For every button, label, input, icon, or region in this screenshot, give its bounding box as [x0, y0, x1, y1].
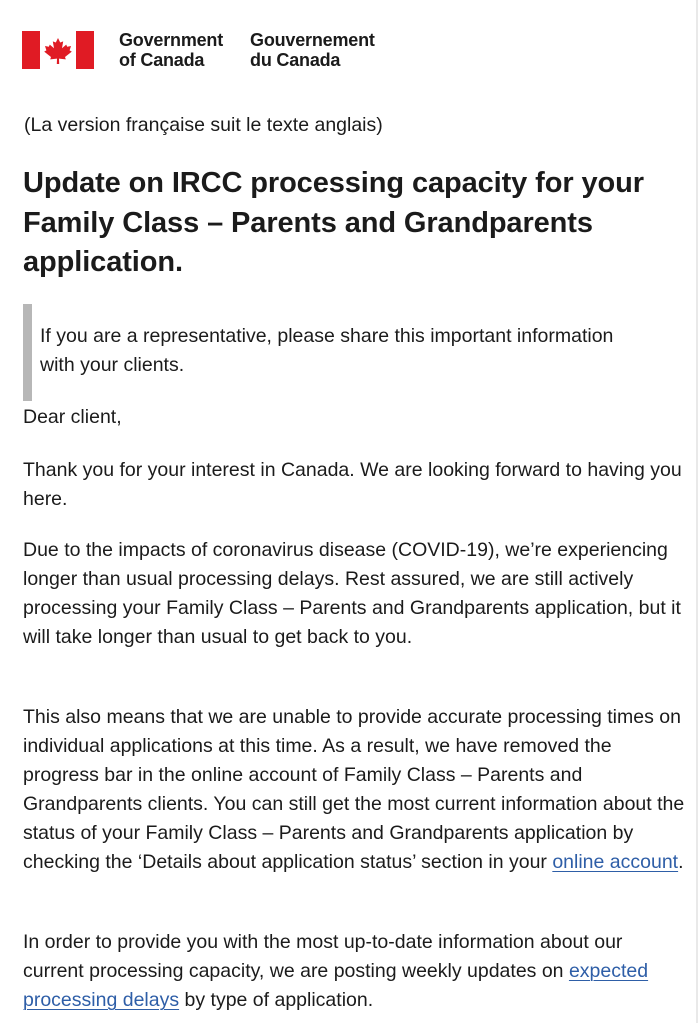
canada-flag-icon: [22, 31, 94, 69]
gov-wordmark: [119, 30, 375, 70]
greeting: Dear client,: [23, 406, 122, 428]
paragraph-processing-capacity-text: In order to provide you with the most up-to-date information about our current processing capacity, we are posting weekly updates on: [23, 931, 623, 982]
paragraph-processing-capacity-end: by type of application.: [179, 989, 374, 1011]
paragraph-processing-times-text: This also means that we are unable to provide accurate processing times on individual applications at this time. As a result, we have removed the progress bar in the online account of Family Class – Parents and Grandparents clients. You can still get the most current information about the status of your Family Class – Parents and Grandparents application by checking the ‘Details about application status’ section in your: [23, 706, 685, 873]
wordmark-en-line2: of Canada: [119, 50, 205, 70]
paragraph-processing-capacity: [23, 928, 688, 1015]
callout-text: If you are a representative, please share this important information with your clients.: [40, 325, 614, 376]
expected-processing-delays-link[interactable]: expected processing delays: [23, 960, 649, 1011]
wordmark-english: [119, 30, 223, 70]
callout-bar: [23, 304, 32, 401]
online-account-link[interactable]: online account: [552, 851, 679, 873]
paragraph-covid-delays: Due to the impacts of coronavirus disease (COVID-19), we’re experiencing longer than usual processing delays. Rest assured, we are still actively processing your Family Class – Parents and Grandparents application, but it will take longer than usual to get back to you.: [23, 539, 681, 648]
gov-canada-header: [22, 28, 375, 72]
paragraph-thank-you: Thank you for your interest in Canada. We are looking forward to having you here.: [23, 459, 682, 510]
french-version-notice: (La version française suit le texte anglais): [24, 114, 383, 136]
wordmark-fr-line2: du Canada: [250, 50, 341, 70]
representative-callout: [23, 304, 663, 401]
paragraph-processing-times: [23, 703, 688, 877]
wordmark-french: [250, 30, 375, 70]
paragraph-processing-times-end: .: [678, 851, 684, 873]
wordmark-en-line1: Government: [119, 30, 224, 50]
wordmark-fr-line1: Gouvernement: [250, 30, 375, 50]
email-title: Update on IRCC processing capacity for your Family Class – Parents and Grandparents application.: [23, 167, 644, 278]
